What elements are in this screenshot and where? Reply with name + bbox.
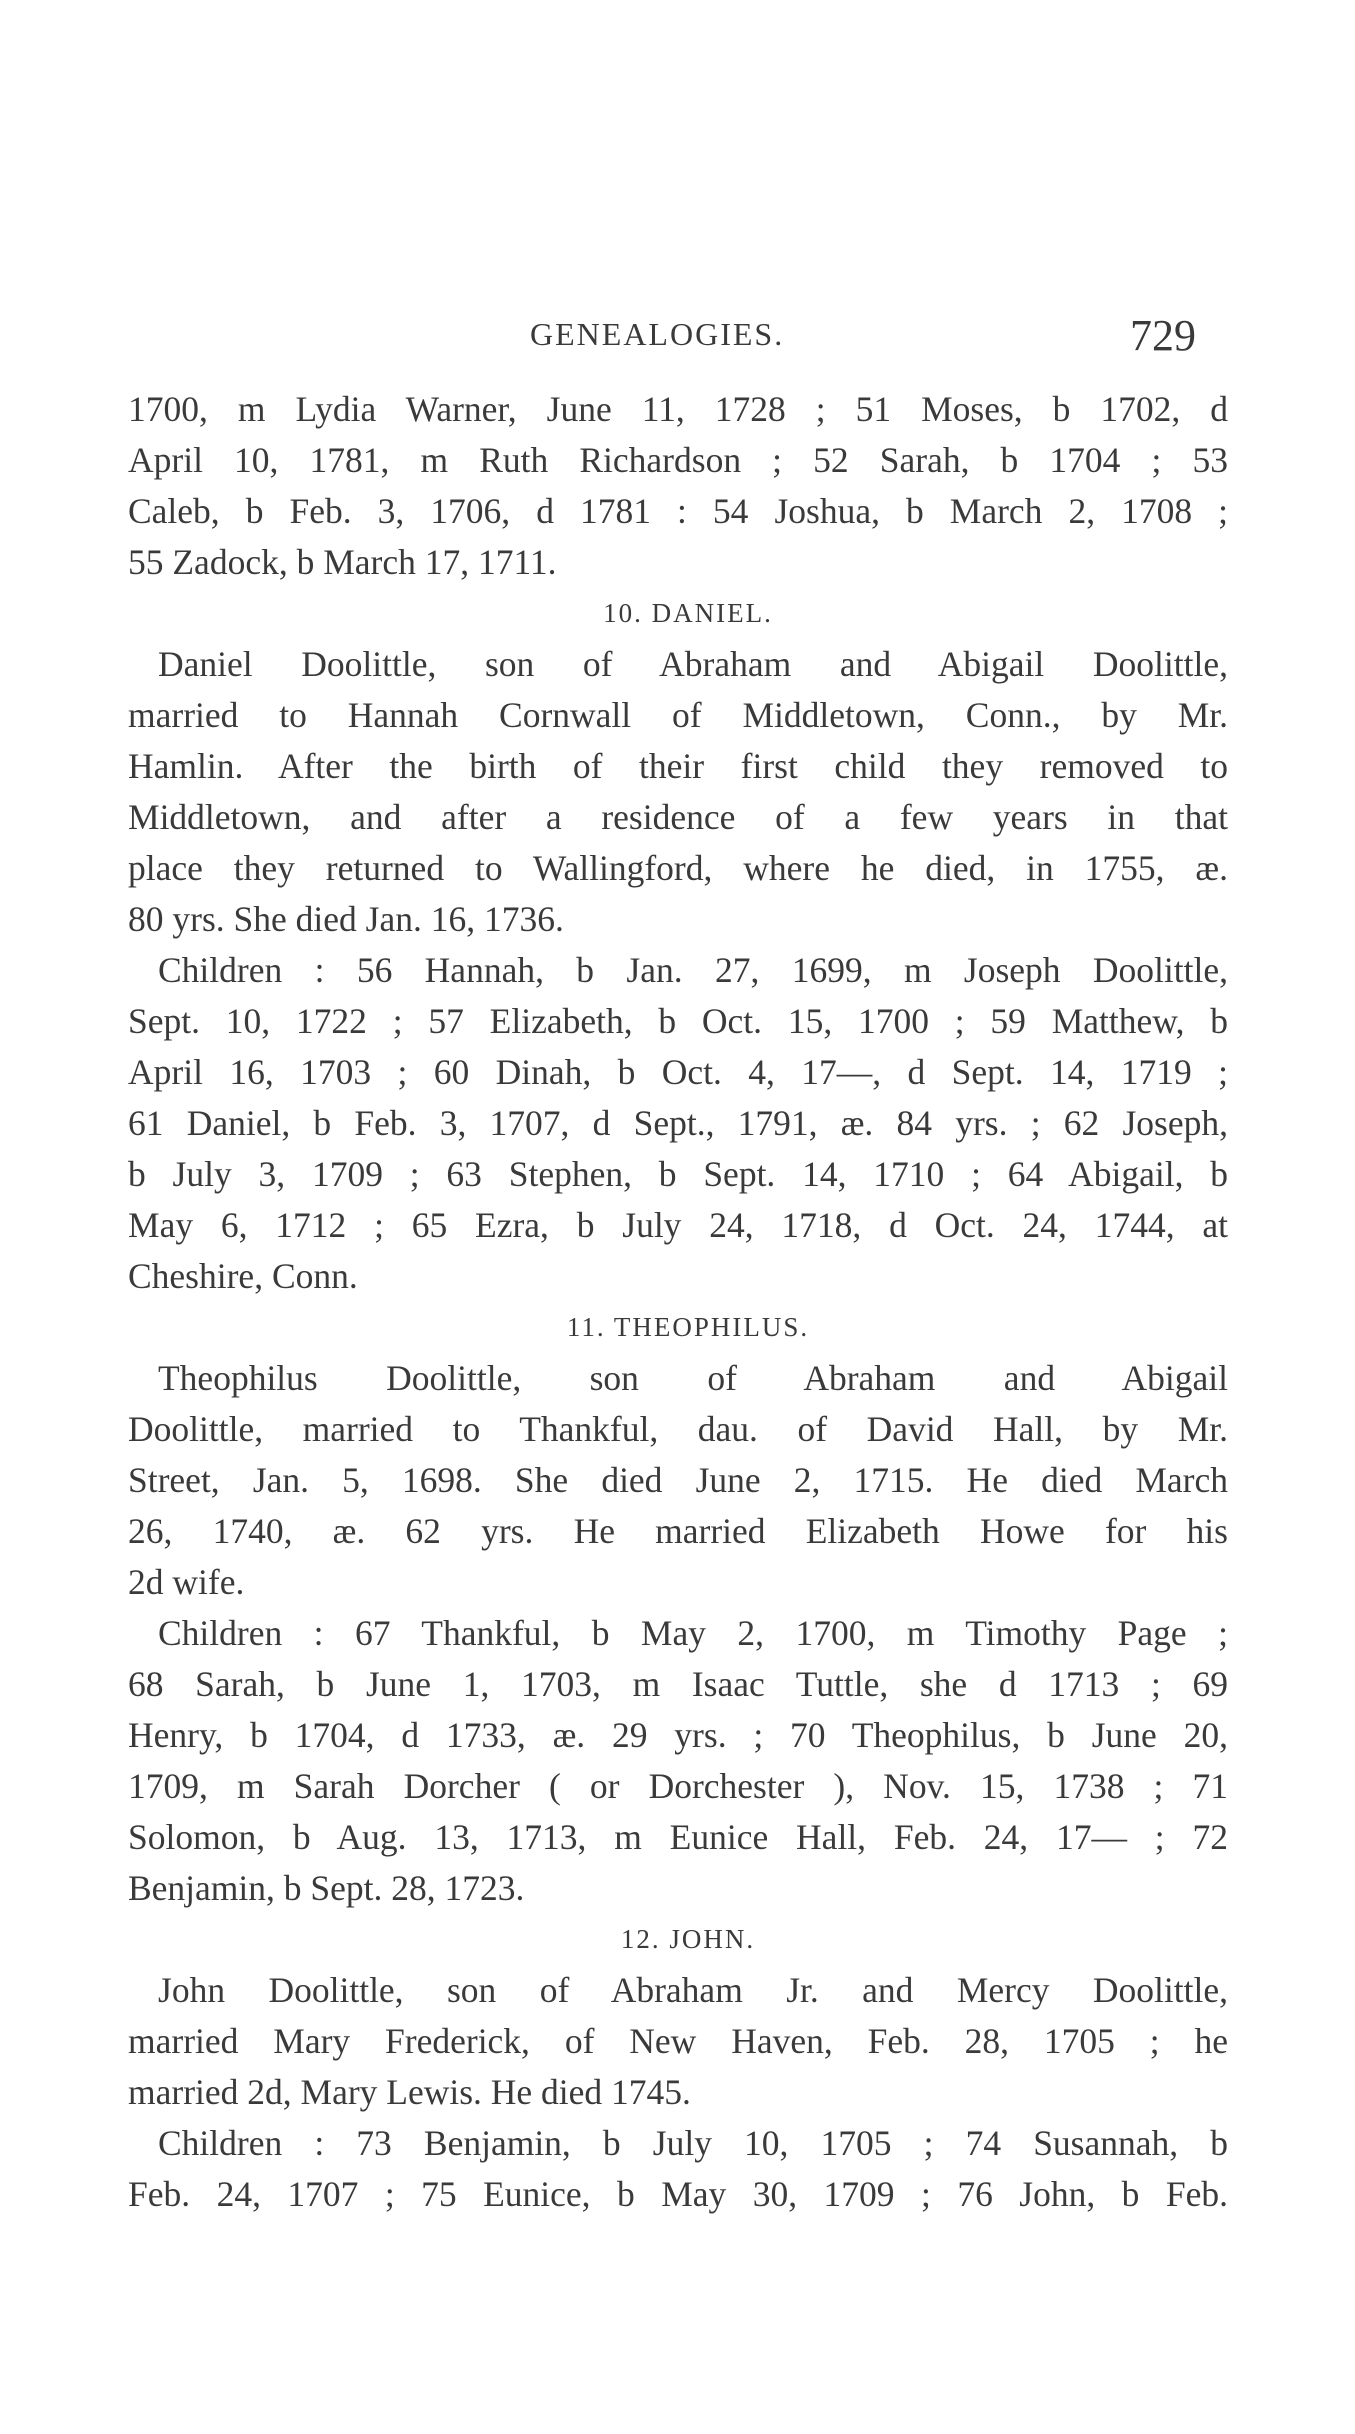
bio-line: married to Hannah Cornwall of Middletown, Conn., by Mr.	[128, 695, 1228, 735]
text-block	[128, 384, 1228, 2220]
children-line: Solomon, b Aug. 13, 1713, m Eunice Hall, Feb. 24, 17— ; 72	[128, 1817, 1228, 1857]
bio-line: Street, Jan. 5, 1698. She died June 2, 1715. He died March	[128, 1460, 1228, 1500]
bio-line: John Doolittle, son of Abraham Jr. and Mercy Doolittle,	[158, 1970, 1228, 2010]
text-line: April 10, 1781, m Ruth Richardson ; 52 Sarah, b 1704 ; 53	[128, 440, 1228, 480]
bio-line: married Mary Frederick, of New Haven, Feb. 28, 1705 ; he	[128, 2021, 1228, 2061]
section-heading-theophilus: 11. THEOPHILUS.	[566, 1312, 810, 1342]
children-line: April 16, 1703 ; 60 Dinah, b Oct. 4, 17—, d Sept. 14, 1719 ;	[128, 1052, 1228, 1092]
children-line: Henry, b 1704, d 1733, æ. 29 yrs. ; 70 Theophilus, b June 20,	[128, 1715, 1228, 1755]
bio-line: Theophilus Doolittle, son of Abraham and Abigail	[158, 1358, 1228, 1398]
bio-line: 26, 1740, æ. 62 yrs. He married Elizabeth Howe for his	[128, 1511, 1228, 1551]
bio-line: Doolittle, married to Thankful, dau. of David Hall, by Mr.	[128, 1409, 1228, 1449]
text-line: 55 Zadock, b March 17, 1711.	[128, 542, 557, 582]
page-number: 729	[1130, 311, 1196, 360]
children-line: Children : 67 Thankful, b May 2, 1700, m Timothy Page ;	[158, 1613, 1228, 1653]
bio-line: place they returned to Wallingford, where he died, in 1755, æ.	[128, 848, 1228, 888]
children-line: Sept. 10, 1722 ; 57 Elizabeth, b Oct. 15, 1700 ; 59 Matthew, b	[128, 1001, 1228, 1041]
bio-line: Hamlin. After the birth of their first child they removed to	[128, 746, 1228, 786]
bio-line: Daniel Doolittle, son of Abraham and Abigail Doolittle,	[158, 644, 1228, 684]
text-line: 1700, m Lydia Warner, June 11, 1728 ; 51 Moses, b 1702, d	[128, 389, 1228, 429]
running-title: GENEALOGIES.	[530, 316, 785, 352]
bio-line: 2d wife.	[128, 1562, 245, 1602]
children-line: 61 Daniel, b Feb. 3, 1707, d Sept., 1791, æ. 84 yrs. ; 62 Joseph,	[128, 1103, 1228, 1143]
text-line: Caleb, b Feb. 3, 1706, d 1781 : 54 Joshua, b March 2, 1708 ;	[128, 491, 1228, 531]
children-line: Feb. 24, 1707 ; 75 Eunice, b May 30, 1709 ; 76 John, b Feb.	[128, 2174, 1228, 2214]
children-line: Children : 73 Benjamin, b July 10, 1705 ; 74 Susannah, b	[158, 2123, 1228, 2163]
children-line: Cheshire, Conn.	[128, 1256, 358, 1296]
bio-line: married 2d, Mary Lewis. He died 1745.	[128, 2072, 691, 2112]
children-line: May 6, 1712 ; 65 Ezra, b July 24, 1718, d Oct. 24, 1744, at	[128, 1205, 1228, 1245]
children-line: b July 3, 1709 ; 63 Stephen, b Sept. 14, 1710 ; 64 Abigail, b	[128, 1154, 1228, 1194]
children-line: Benjamin, b Sept. 28, 1723.	[128, 1868, 525, 1908]
children-line: 1709, m Sarah Dorcher ( or Dorchester ), Nov. 15, 1738 ; 71	[128, 1766, 1228, 1806]
section-heading-daniel: 10. DANIEL.	[603, 598, 773, 628]
section-heading-john: 12. JOHN.	[620, 1924, 756, 1954]
bio-line: Middletown, and after a residence of a few years in that	[128, 797, 1228, 837]
bio-line: 80 yrs. She died Jan. 16, 1736.	[128, 899, 564, 939]
running-head	[0, 311, 1355, 366]
children-line: Children : 56 Hannah, b Jan. 27, 1699, m Joseph Doolittle,	[158, 950, 1228, 990]
children-line: 68 Sarah, b June 1, 1703, m Isaac Tuttle, she d 1713 ; 69	[128, 1664, 1228, 1704]
